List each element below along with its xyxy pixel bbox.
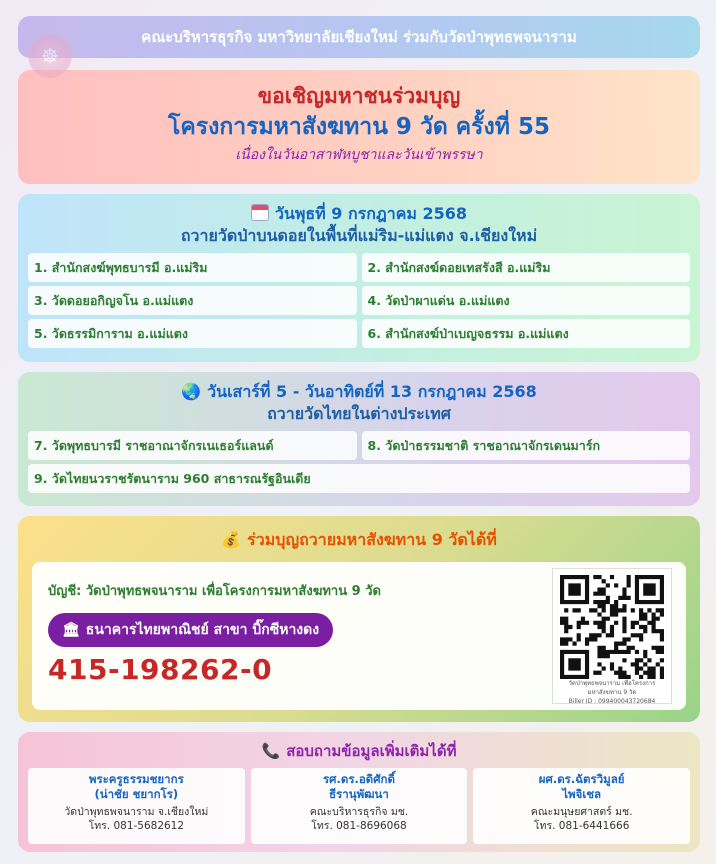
contact-org: คณะบริหารธุรกิจ มช. [309,806,409,818]
calendar-icon [251,204,269,221]
qr-caption: วัดป่าพุทธพจนาราม เพื่อโครงการ [568,680,656,687]
contact-phone[interactable]: โทร. 081-8696068 [311,820,407,832]
account-name: บัญชี: วัดป่าพุทธพจนาราม เพื่อโครงการมหาสังฆทาน 9 วัด [48,584,381,599]
contact-name: รศ.ดร.อดิศักดิ์ [323,772,395,786]
temple-item: 8. วัดป่าธรรมชาติ ราชอาณาจักรเดนมาร์ก [362,431,691,460]
header-title: คณะบริหารธุรกิจ มหาวิทยาลัยเชียงใหม่ ร่วมกับวัดป่าพุทธพจนาราม [141,28,577,46]
occasion-line: เนื่องในวันอาสาฬหบูชาและวันเข้าพรรษา [235,147,483,163]
poster [18,16,700,852]
contact-name: ผศ.ดร.ฉัตรวิมูลย์ [538,772,625,786]
header-bar [18,16,700,68]
temple-item: 2. สำนักสงฆ์ดอยเทสรังสี อ.แม่ริม [362,253,691,282]
bank-name: ธนาคารไทยพาณิชย์ สาขา บิ๊กซีหางดง [85,622,320,638]
contact-name: พระครูธรรมชยากร [88,772,184,786]
contact-card [473,768,690,844]
temple-item: 3. วัดดอยอกิญจโน อ.แม่แตง [28,286,357,315]
temple-item: 1. สำนักสงฆ์พุทธบารมี อ.แม่ริม [28,253,357,282]
donation-heading: ร่วมบุญถวายมหาสังฆทาน 9 วัดได้ที่ [247,530,497,549]
contact-org: คณะมนุษยศาสตร์ มช. [530,806,633,818]
project-title: โครงการมหาสังฆทาน 9 วัด ครั้งที่ 55 [168,114,550,140]
temple-item: 7. วัดพุทธบารมี ราชอาณาจักรเนเธอร์แลนด์ [28,431,357,460]
bank-icon: 🏛 [62,622,80,638]
bank-account-card [32,562,686,710]
headline-card [18,70,700,184]
money-bag-icon: 💰 [221,530,242,549]
contact-card [28,768,245,844]
contact-name-2: (น่าชัย ชยากโร) [94,787,179,801]
contact-phone[interactable]: โทร. 081-6441666 [533,820,630,832]
section1-date: วันพุธที่ 9 กรกฎาคม 2568 [274,204,468,223]
temple-item: 5. วัดธรรมิการาม อ.แม่แตง [28,319,357,348]
temple-item: 6. สำนักสงฆ์ป่าเบญจธรรม อ.แม่แตง [362,319,691,348]
qr-biller-id: Biller ID : 099400043720684 [568,698,656,705]
account-number: 415-198262-0 [48,653,273,686]
dharma-wheel-watermark-icon: ☸ [28,34,72,78]
bank-badge [48,613,333,647]
donation-section [18,516,700,722]
contact-name-2: ธีรานุพัฒนา [329,787,389,801]
invitation-line: ขอเชิญมหาชนร่วมบุญ [257,84,461,108]
contact-section [18,732,700,852]
section2-date: วันเสาร์ที่ 5 - วันอาทิตย์ที่ 13 กรกฎาคม 2568 [207,382,537,401]
section1-subtitle: ถวายวัดป่าบนดอยในพื้นที่แม่ริม-แม่แตง จ.เชียงใหม่ [180,226,538,245]
section-local-temples [18,194,700,362]
section1-temple-list [28,253,690,348]
temple-item: 9. วัดไทยนวราชรัตนาราม 960 สาธารณรัฐอินเดีย [28,464,690,493]
section2-temple-list [28,431,690,493]
contact-phone[interactable]: โทร. 081-5682612 [88,820,185,832]
temple-item: 4. วัดป่าผาแด่น อ.แม่แตง [362,286,691,315]
contact-name-2: ไพจิเชล [562,787,602,801]
contact-card [251,768,468,844]
qr-caption: มหาสังฆทาน 9 วัด [587,689,637,696]
section-overseas-temples [18,372,700,506]
qr-code[interactable] [552,568,672,704]
globe-icon: 🌏 [181,382,202,401]
contact-org: วัดป่าพุทธพจนาราม จ.เชียงใหม่ [64,806,209,818]
qr-code-icon [560,575,664,679]
contact-list [28,768,690,844]
contact-heading: สอบถามข้อมูลเพิ่มเติมได้ที่ [286,742,457,760]
section2-subtitle: ถวายวัดไทยในต่างประเทศ [267,404,451,423]
phone-icon: 📞 [261,742,281,760]
